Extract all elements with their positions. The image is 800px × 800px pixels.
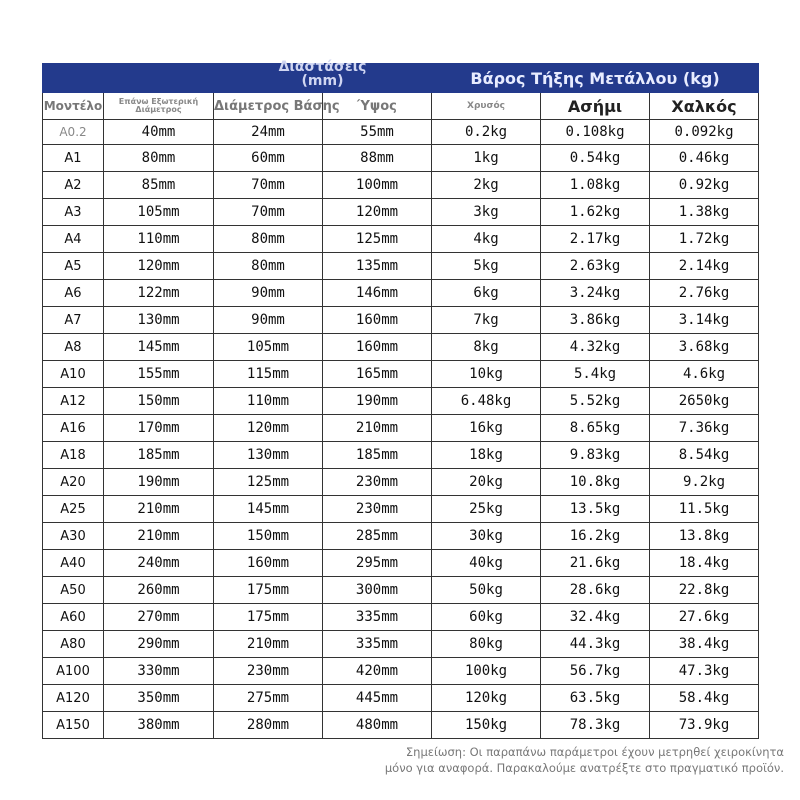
cell-height: 185mm	[323, 442, 432, 469]
cell-model: A7	[43, 307, 104, 334]
cell-outer: 185mm	[104, 442, 214, 469]
crucible-spec-table	[42, 59, 759, 739]
table-row	[43, 577, 759, 604]
cell-outer: 240mm	[104, 550, 214, 577]
disclaimer-line-2: μόνο για αναφορά. Παρακαλούμε ανατρέξτε στο πραγματικό προϊόν.	[384, 761, 784, 775]
cell-base: 24mm	[214, 120, 323, 145]
cell-copper: 58.4kg	[650, 685, 759, 712]
disclaimer-line-1: Σημείωση: Οι παραπάνω παράμετροι έχουν μετρηθεί χειροκίνητα	[405, 745, 784, 759]
cell-silver: 0.54kg	[541, 145, 650, 172]
cell-height: 160mm	[323, 334, 432, 361]
cell-base: 60mm	[214, 145, 323, 172]
cell-outer: 110mm	[104, 226, 214, 253]
cell-gold: 7kg	[432, 307, 541, 334]
cell-height: 135mm	[323, 253, 432, 280]
cell-base: 70mm	[214, 172, 323, 199]
melt-weight-group-header: Βάρος Τήξης Μετάλλου (kg)	[432, 64, 759, 93]
cell-copper: 7.36kg	[650, 415, 759, 442]
cell-silver: 78.3kg	[541, 712, 650, 739]
cell-outer: 190mm	[104, 469, 214, 496]
cell-copper: 11.5kg	[650, 496, 759, 523]
col-header-height: Ύψος	[323, 93, 432, 120]
cell-copper: 2.14kg	[650, 253, 759, 280]
cell-copper: 1.72kg	[650, 226, 759, 253]
cell-gold: 5kg	[432, 253, 541, 280]
cell-model: A50	[43, 577, 104, 604]
cell-outer: 260mm	[104, 577, 214, 604]
cell-base: 275mm	[214, 685, 323, 712]
cell-outer: 122mm	[104, 280, 214, 307]
cell-model: A18	[43, 442, 104, 469]
table-row	[43, 172, 759, 199]
cell-silver: 9.83kg	[541, 442, 650, 469]
cell-height: 445mm	[323, 685, 432, 712]
cell-gold: 16kg	[432, 415, 541, 442]
cell-gold: 30kg	[432, 523, 541, 550]
table-row	[43, 145, 759, 172]
cell-height: 335mm	[323, 604, 432, 631]
dimensions-group-header	[214, 59, 432, 93]
cell-height: 190mm	[323, 388, 432, 415]
cell-gold: 1kg	[432, 145, 541, 172]
table-row	[43, 415, 759, 442]
cell-silver: 2.63kg	[541, 253, 650, 280]
cell-base: 70mm	[214, 199, 323, 226]
cell-height: 230mm	[323, 469, 432, 496]
col-header-outer-diameter: Επάνω Εξωτερική Διάμετρος	[104, 93, 214, 120]
cell-outer: 170mm	[104, 415, 214, 442]
cell-copper: 4.6kg	[650, 361, 759, 388]
cell-outer: 210mm	[104, 523, 214, 550]
cell-base: 125mm	[214, 469, 323, 496]
cell-copper: 27.6kg	[650, 604, 759, 631]
dimensions-group-header-text: Διαστάσεις (mm)	[278, 59, 367, 89]
cell-gold: 100kg	[432, 658, 541, 685]
cell-model: A120	[43, 685, 104, 712]
cell-base: 175mm	[214, 604, 323, 631]
cell-height: 120mm	[323, 199, 432, 226]
cell-base: 105mm	[214, 334, 323, 361]
cell-outer: 290mm	[104, 631, 214, 658]
cell-gold: 18kg	[432, 442, 541, 469]
cell-model: A16	[43, 415, 104, 442]
cell-gold: 120kg	[432, 685, 541, 712]
cell-silver: 0.108kg	[541, 120, 650, 145]
cell-copper: 2.76kg	[650, 280, 759, 307]
cell-base: 130mm	[214, 442, 323, 469]
cell-model: A10	[43, 361, 104, 388]
cell-model: A12	[43, 388, 104, 415]
cell-silver: 3.86kg	[541, 307, 650, 334]
cell-gold: 3kg	[432, 199, 541, 226]
table-row	[43, 658, 759, 685]
cell-base: 115mm	[214, 361, 323, 388]
cell-height: 230mm	[323, 496, 432, 523]
disclaimer-note	[385, 744, 784, 776]
table-row	[43, 226, 759, 253]
cell-outer: 155mm	[104, 361, 214, 388]
cell-height: 480mm	[323, 712, 432, 739]
cell-copper: 13.8kg	[650, 523, 759, 550]
cell-model: A5	[43, 253, 104, 280]
cell-gold: 4kg	[432, 226, 541, 253]
cell-height: 210mm	[323, 415, 432, 442]
cell-height: 285mm	[323, 523, 432, 550]
cell-height: 55mm	[323, 120, 432, 145]
cell-outer: 130mm	[104, 307, 214, 334]
table-row	[43, 334, 759, 361]
table-body	[43, 120, 759, 739]
cell-copper: 18.4kg	[650, 550, 759, 577]
col-header-model: Μοντέλο	[43, 93, 104, 120]
cell-gold: 80kg	[432, 631, 541, 658]
cell-silver: 8.65kg	[541, 415, 650, 442]
cell-model: A8	[43, 334, 104, 361]
cell-base: 150mm	[214, 523, 323, 550]
table-row	[43, 685, 759, 712]
cell-copper: 3.14kg	[650, 307, 759, 334]
table-row	[43, 496, 759, 523]
cell-gold: 25kg	[432, 496, 541, 523]
cell-model: A30	[43, 523, 104, 550]
table-row	[43, 712, 759, 739]
cell-base: 110mm	[214, 388, 323, 415]
cell-base: 160mm	[214, 550, 323, 577]
cell-base: 80mm	[214, 253, 323, 280]
col-header-base-diameter: Διάμετρος Βάσης	[214, 93, 323, 120]
col-header-silver: Ασήμι	[541, 93, 650, 120]
cell-height: 300mm	[323, 577, 432, 604]
cell-silver: 13.5kg	[541, 496, 650, 523]
cell-silver: 2.17kg	[541, 226, 650, 253]
cell-model: A60	[43, 604, 104, 631]
cell-gold: 20kg	[432, 469, 541, 496]
cell-model: A6	[43, 280, 104, 307]
cell-base: 80mm	[214, 226, 323, 253]
cell-outer: 105mm	[104, 199, 214, 226]
cell-silver: 1.62kg	[541, 199, 650, 226]
cell-copper: 47.3kg	[650, 658, 759, 685]
cell-height: 146mm	[323, 280, 432, 307]
col-header-gold: Χρυσός	[432, 93, 541, 120]
cell-height: 165mm	[323, 361, 432, 388]
cell-gold: 6.48kg	[432, 388, 541, 415]
cell-outer: 150mm	[104, 388, 214, 415]
cell-silver: 3.24kg	[541, 280, 650, 307]
cell-outer: 380mm	[104, 712, 214, 739]
cell-model: A3	[43, 199, 104, 226]
cell-copper: 22.8kg	[650, 577, 759, 604]
cell-silver: 5.4kg	[541, 361, 650, 388]
cell-height: 160mm	[323, 307, 432, 334]
crucible-spec-table-container	[42, 59, 758, 739]
cell-model: A80	[43, 631, 104, 658]
cell-silver: 63.5kg	[541, 685, 650, 712]
cell-outer: 330mm	[104, 658, 214, 685]
cell-silver: 32.4kg	[541, 604, 650, 631]
cell-height: 295mm	[323, 550, 432, 577]
table-row	[43, 280, 759, 307]
table-row	[43, 253, 759, 280]
table-row	[43, 469, 759, 496]
cell-copper: 0.46kg	[650, 145, 759, 172]
cell-base: 280mm	[214, 712, 323, 739]
cell-base: 210mm	[214, 631, 323, 658]
cell-model: A1	[43, 145, 104, 172]
cell-base: 230mm	[214, 658, 323, 685]
table-row	[43, 307, 759, 334]
cell-copper: 1.38kg	[650, 199, 759, 226]
cell-height: 88mm	[323, 145, 432, 172]
cell-gold: 60kg	[432, 604, 541, 631]
cell-outer: 120mm	[104, 253, 214, 280]
table-row	[43, 523, 759, 550]
col-header-copper: Χαλκός	[650, 93, 759, 120]
table-row	[43, 388, 759, 415]
table-row	[43, 199, 759, 226]
cell-model: A2	[43, 172, 104, 199]
cell-silver: 10.8kg	[541, 469, 650, 496]
cell-gold: 150kg	[432, 712, 541, 739]
cell-outer: 270mm	[104, 604, 214, 631]
table-row	[43, 442, 759, 469]
cell-height: 335mm	[323, 631, 432, 658]
cell-outer: 85mm	[104, 172, 214, 199]
cell-copper: 38.4kg	[650, 631, 759, 658]
cell-copper: 3.68kg	[650, 334, 759, 361]
cell-base: 90mm	[214, 280, 323, 307]
cell-height: 100mm	[323, 172, 432, 199]
cell-silver: 16.2kg	[541, 523, 650, 550]
cell-gold: 40kg	[432, 550, 541, 577]
cell-model: A40	[43, 550, 104, 577]
cell-base: 145mm	[214, 496, 323, 523]
cell-silver: 44.3kg	[541, 631, 650, 658]
header-band-left	[43, 64, 214, 93]
cell-model: A20	[43, 469, 104, 496]
cell-outer: 210mm	[104, 496, 214, 523]
cell-copper: 8.54kg	[650, 442, 759, 469]
table-row	[43, 361, 759, 388]
cell-model: A0.2	[43, 120, 104, 145]
cell-silver: 5.52kg	[541, 388, 650, 415]
table-row	[43, 120, 759, 145]
cell-gold: 0.2kg	[432, 120, 541, 145]
cell-silver: 56.7kg	[541, 658, 650, 685]
cell-model: A150	[43, 712, 104, 739]
cell-copper: 9.2kg	[650, 469, 759, 496]
cell-gold: 8kg	[432, 334, 541, 361]
table-row	[43, 631, 759, 658]
cell-model: A4	[43, 226, 104, 253]
cell-copper: 0.92kg	[650, 172, 759, 199]
cell-height: 420mm	[323, 658, 432, 685]
cell-copper: 2650kg	[650, 388, 759, 415]
cell-silver: 21.6kg	[541, 550, 650, 577]
cell-silver: 28.6kg	[541, 577, 650, 604]
cell-height: 125mm	[323, 226, 432, 253]
cell-silver: 1.08kg	[541, 172, 650, 199]
cell-outer: 145mm	[104, 334, 214, 361]
table-row	[43, 604, 759, 631]
cell-base: 120mm	[214, 415, 323, 442]
cell-copper: 0.092kg	[650, 120, 759, 145]
cell-base: 90mm	[214, 307, 323, 334]
table-row	[43, 550, 759, 577]
cell-model: A25	[43, 496, 104, 523]
cell-outer: 40mm	[104, 120, 214, 145]
cell-gold: 10kg	[432, 361, 541, 388]
cell-gold: 6kg	[432, 280, 541, 307]
cell-silver: 4.32kg	[541, 334, 650, 361]
cell-outer: 80mm	[104, 145, 214, 172]
cell-outer: 350mm	[104, 685, 214, 712]
cell-gold: 50kg	[432, 577, 541, 604]
cell-copper: 73.9kg	[650, 712, 759, 739]
cell-model: A100	[43, 658, 104, 685]
cell-gold: 2kg	[432, 172, 541, 199]
cell-base: 175mm	[214, 577, 323, 604]
